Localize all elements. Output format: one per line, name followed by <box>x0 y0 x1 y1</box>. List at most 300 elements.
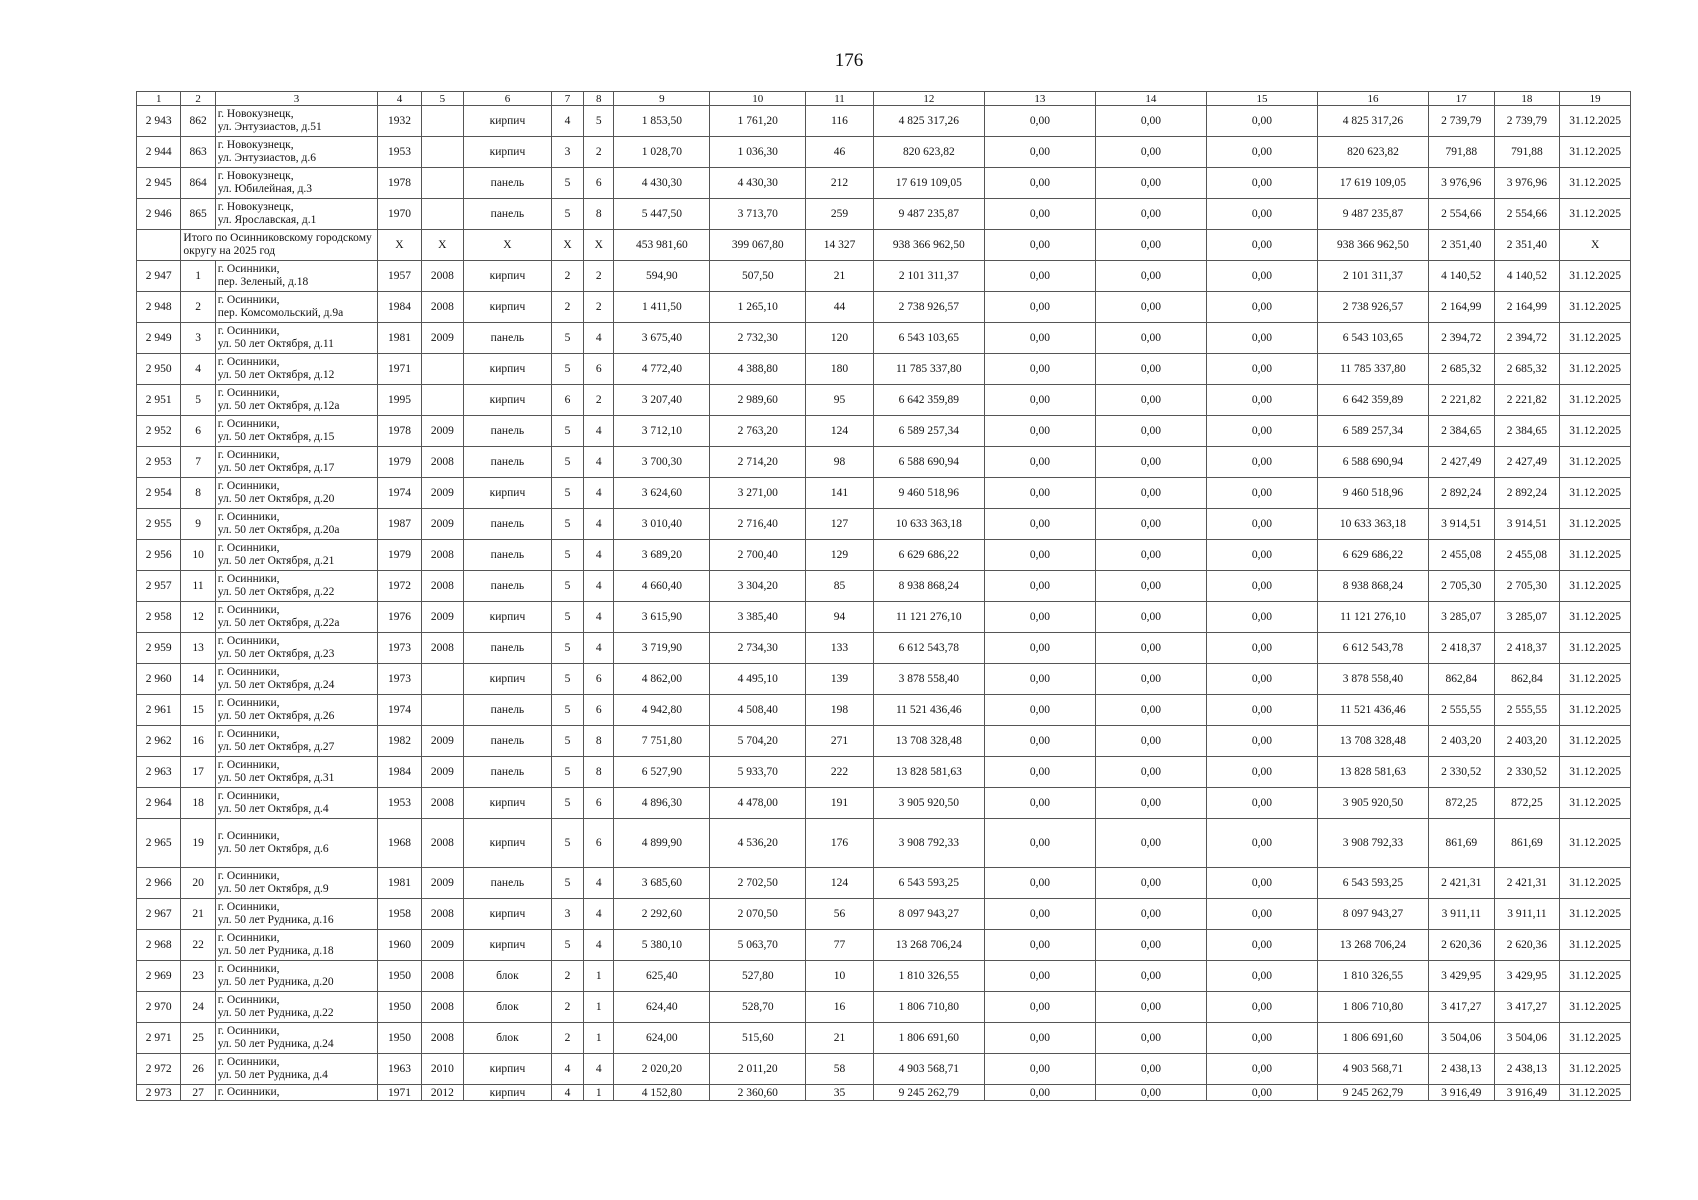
wall-material: панель <box>464 726 552 757</box>
year-renovated: 2008 <box>421 899 463 930</box>
value-14: 0,00 <box>1095 930 1206 961</box>
value-13: 0,00 <box>984 633 1095 664</box>
value-16: 1 810 326,55 <box>1317 961 1428 992</box>
value-15: 0,00 <box>1206 726 1317 757</box>
year-renovated: 2009 <box>421 509 463 540</box>
total-value-18: 2 351,40 <box>1494 230 1560 261</box>
wall-material: кирпич <box>464 788 552 819</box>
column-number: 12 <box>873 92 984 106</box>
total-cost: 1 810 326,55 <box>873 961 984 992</box>
value-14: 0,00 <box>1095 868 1206 899</box>
address-street: ул. 50 лет Рудника, д.24 <box>217 1038 334 1050</box>
residential-area: 527,80 <box>710 961 806 992</box>
wall-material: блок <box>464 961 552 992</box>
table-row <box>137 354 1631 385</box>
residents: 191 <box>806 788 874 819</box>
floors: 2 <box>551 261 583 292</box>
address <box>215 961 378 992</box>
value-16: 8 097 943,27 <box>1317 899 1428 930</box>
total-cost: 6 588 690,94 <box>873 447 984 478</box>
address <box>215 571 378 602</box>
index-number: 11 <box>181 571 215 602</box>
value-17: 2 421,31 <box>1428 868 1494 899</box>
row-number: 2 957 <box>137 571 181 602</box>
value-15: 0,00 <box>1206 1054 1317 1085</box>
index-number: 4 <box>181 354 215 385</box>
year-renovated: 2008 <box>421 540 463 571</box>
floors: 5 <box>551 354 583 385</box>
total-completion-date: X <box>1560 230 1631 261</box>
total-area: 625,40 <box>614 961 710 992</box>
total-cost: 9 460 518,96 <box>873 478 984 509</box>
residential-area: 4 478,00 <box>710 788 806 819</box>
address <box>215 899 378 930</box>
total-area: 4 430,30 <box>614 168 710 199</box>
completion-date: 31.12.2025 <box>1560 323 1631 354</box>
table-row <box>137 899 1631 930</box>
residents: 120 <box>806 323 874 354</box>
value-17: 3 976,96 <box>1428 168 1494 199</box>
total-cost: 9 487 235,87 <box>873 199 984 230</box>
address-street: ул. Энтузиастов, д.6 <box>217 152 317 164</box>
value-13: 0,00 <box>984 1054 1095 1085</box>
value-17: 862,84 <box>1428 664 1494 695</box>
total-total-cost: 938 366 962,50 <box>873 230 984 261</box>
table-row <box>137 1054 1631 1085</box>
year-renovated: 2008 <box>421 571 463 602</box>
address <box>215 992 378 1023</box>
residents: 141 <box>806 478 874 509</box>
floors: 4 <box>551 1054 583 1085</box>
wall-material: кирпич <box>464 478 552 509</box>
residential-area: 5 063,70 <box>710 930 806 961</box>
value-14: 0,00 <box>1095 1054 1206 1085</box>
total-cost: 13 828 581,63 <box>873 757 984 788</box>
value-14: 0,00 <box>1095 726 1206 757</box>
address-city: г. Осинники, <box>217 994 280 1006</box>
value-16: 6 588 690,94 <box>1317 447 1428 478</box>
total-value-15: 0,00 <box>1206 230 1317 261</box>
address-street: ул. 50 лет Октября, д.21 <box>217 555 335 567</box>
floors: 2 <box>551 992 583 1023</box>
year-built: 1974 <box>378 478 421 509</box>
value-18: 3 916,49 <box>1494 1085 1560 1101</box>
value-16: 13 828 581,63 <box>1317 757 1428 788</box>
year-built: 1950 <box>378 992 421 1023</box>
value-15: 0,00 <box>1206 168 1317 199</box>
residents: 139 <box>806 664 874 695</box>
row-number: 2 967 <box>137 899 181 930</box>
wall-material: кирпич <box>464 385 552 416</box>
total-area: 4 896,30 <box>614 788 710 819</box>
residents: 180 <box>806 354 874 385</box>
completion-date: 31.12.2025 <box>1560 899 1631 930</box>
value-17: 2 554,66 <box>1428 199 1494 230</box>
address-city: г. Осинники, <box>217 1025 280 1037</box>
entrances: 6 <box>584 695 614 726</box>
value-18: 2 164,99 <box>1494 292 1560 323</box>
year-built: 1953 <box>378 137 421 168</box>
year-renovated: 2009 <box>421 478 463 509</box>
value-15: 0,00 <box>1206 571 1317 602</box>
total-wall-material: X <box>464 230 552 261</box>
page-number: 176 <box>834 50 864 71</box>
value-17: 2 330,52 <box>1428 757 1494 788</box>
column-number: 16 <box>1317 92 1428 106</box>
address-city: г. Осинники, <box>217 263 280 275</box>
floors: 4 <box>551 1085 583 1101</box>
total-cost: 4 903 568,71 <box>873 1054 984 1085</box>
value-13: 0,00 <box>984 292 1095 323</box>
index-number: 865 <box>181 199 215 230</box>
value-18: 862,84 <box>1494 664 1560 695</box>
index-number: 3 <box>181 323 215 354</box>
value-17: 791,88 <box>1428 137 1494 168</box>
year-built: 1957 <box>378 261 421 292</box>
value-16: 4 825 317,26 <box>1317 106 1428 137</box>
value-17: 2 164,99 <box>1428 292 1494 323</box>
address <box>215 137 378 168</box>
floors: 5 <box>551 819 583 868</box>
address-city: г. Новокузнецк, <box>217 108 294 120</box>
residents: 95 <box>806 385 874 416</box>
residential-area: 3 271,00 <box>710 478 806 509</box>
address-city: г. Осинники, <box>217 901 280 913</box>
value-14: 0,00 <box>1095 633 1206 664</box>
floors: 5 <box>551 633 583 664</box>
value-16: 1 806 691,60 <box>1317 1023 1428 1054</box>
value-16: 2 738 926,57 <box>1317 292 1428 323</box>
residents: 56 <box>806 899 874 930</box>
row-number: 2 973 <box>137 1085 181 1101</box>
year-renovated: 2009 <box>421 726 463 757</box>
completion-date: 31.12.2025 <box>1560 602 1631 633</box>
year-built: 1979 <box>378 540 421 571</box>
value-17: 3 504,06 <box>1428 1023 1494 1054</box>
value-14: 0,00 <box>1095 602 1206 633</box>
residents: 35 <box>806 1085 874 1101</box>
index-number: 17 <box>181 757 215 788</box>
value-13: 0,00 <box>984 385 1095 416</box>
completion-date: 31.12.2025 <box>1560 106 1631 137</box>
value-16: 11 121 276,10 <box>1317 602 1428 633</box>
wall-material: панель <box>464 633 552 664</box>
address-city: г. Осинники, <box>217 932 280 944</box>
column-number: 13 <box>984 92 1095 106</box>
value-15: 0,00 <box>1206 137 1317 168</box>
year-built: 1981 <box>378 323 421 354</box>
entrances: 8 <box>584 726 614 757</box>
total-area: 5 380,10 <box>614 930 710 961</box>
index-number: 8 <box>181 478 215 509</box>
residential-area: 528,70 <box>710 992 806 1023</box>
floors: 5 <box>551 571 583 602</box>
value-18: 2 330,52 <box>1494 757 1560 788</box>
entrances: 8 <box>584 757 614 788</box>
value-13: 0,00 <box>984 261 1095 292</box>
floors: 2 <box>551 292 583 323</box>
value-15: 0,00 <box>1206 1085 1317 1101</box>
wall-material: кирпич <box>464 899 552 930</box>
year-renovated: 2010 <box>421 1054 463 1085</box>
total-cost: 1 806 691,60 <box>873 1023 984 1054</box>
residential-area: 3 713,70 <box>710 199 806 230</box>
completion-date: 31.12.2025 <box>1560 571 1631 602</box>
address-city: г. Осинники, <box>217 356 280 368</box>
value-16: 6 629 686,22 <box>1317 540 1428 571</box>
address <box>215 1054 378 1085</box>
table-row <box>137 992 1631 1023</box>
column-number: 7 <box>551 92 583 106</box>
total-cost: 11 521 436,46 <box>873 695 984 726</box>
value-15: 0,00 <box>1206 261 1317 292</box>
year-built: 1995 <box>378 385 421 416</box>
row-number: 2 968 <box>137 930 181 961</box>
value-13: 0,00 <box>984 992 1095 1023</box>
column-number: 17 <box>1428 92 1494 106</box>
index-number: 21 <box>181 899 215 930</box>
empty-cell <box>137 230 181 261</box>
value-14: 0,00 <box>1095 509 1206 540</box>
year-renovated: 2012 <box>421 1085 463 1101</box>
year-built: 1973 <box>378 633 421 664</box>
address <box>215 168 378 199</box>
residents: 10 <box>806 961 874 992</box>
address <box>215 1023 378 1054</box>
completion-date: 31.12.2025 <box>1560 961 1631 992</box>
entrances: 4 <box>584 1054 614 1085</box>
value-16: 17 619 109,05 <box>1317 168 1428 199</box>
entrances: 6 <box>584 168 614 199</box>
index-number: 25 <box>181 1023 215 1054</box>
table-row <box>137 385 1631 416</box>
row-number: 2 949 <box>137 323 181 354</box>
value-14: 0,00 <box>1095 168 1206 199</box>
address-street: ул. 50 лет Октября, д.27 <box>217 741 335 753</box>
residential-area: 4 495,10 <box>710 664 806 695</box>
value-17: 3 911,11 <box>1428 899 1494 930</box>
index-number: 20 <box>181 868 215 899</box>
value-18: 2 555,55 <box>1494 695 1560 726</box>
value-18: 791,88 <box>1494 137 1560 168</box>
wall-material: кирпич <box>464 292 552 323</box>
value-18: 2 427,49 <box>1494 447 1560 478</box>
table-row <box>137 509 1631 540</box>
address <box>215 868 378 899</box>
entrances: 5 <box>584 106 614 137</box>
value-14: 0,00 <box>1095 819 1206 868</box>
total-area: 4 942,80 <box>614 695 710 726</box>
value-16: 9 487 235,87 <box>1317 199 1428 230</box>
value-13: 0,00 <box>984 757 1095 788</box>
table-row <box>137 447 1631 478</box>
value-15: 0,00 <box>1206 819 1317 868</box>
total-area: 624,00 <box>614 1023 710 1054</box>
address-city: г. Осинники, <box>217 830 280 842</box>
value-16: 9 460 518,96 <box>1317 478 1428 509</box>
index-number: 23 <box>181 961 215 992</box>
entrances: 1 <box>584 1023 614 1054</box>
row-number: 2 947 <box>137 261 181 292</box>
address-street: ул. 50 лет Октября, д.31 <box>217 772 335 784</box>
year-built: 1981 <box>378 868 421 899</box>
value-18: 2 554,66 <box>1494 199 1560 230</box>
entrances: 6 <box>584 664 614 695</box>
total-cost: 2 738 926,57 <box>873 292 984 323</box>
wall-material: кирпич <box>464 664 552 695</box>
table-row <box>137 757 1631 788</box>
year-built: 1950 <box>378 961 421 992</box>
address-city: г. Осинники, <box>217 1086 280 1098</box>
value-18: 2 620,36 <box>1494 930 1560 961</box>
address <box>215 261 378 292</box>
year-built: 1984 <box>378 292 421 323</box>
residential-area: 5 933,70 <box>710 757 806 788</box>
column-number: 8 <box>584 92 614 106</box>
address <box>215 540 378 571</box>
value-16: 4 903 568,71 <box>1317 1054 1428 1085</box>
completion-date: 31.12.2025 <box>1560 726 1631 757</box>
row-number: 2 956 <box>137 540 181 571</box>
row-number: 2 953 <box>137 447 181 478</box>
value-13: 0,00 <box>984 664 1095 695</box>
floors: 5 <box>551 757 583 788</box>
floors: 3 <box>551 899 583 930</box>
column-number: 19 <box>1560 92 1631 106</box>
address <box>215 292 378 323</box>
index-number: 24 <box>181 992 215 1023</box>
table-row <box>137 664 1631 695</box>
total-area: 3 010,40 <box>614 509 710 540</box>
value-17: 2 705,30 <box>1428 571 1494 602</box>
value-18: 2 705,30 <box>1494 571 1560 602</box>
value-16: 6 612 543,78 <box>1317 633 1428 664</box>
value-17: 3 417,27 <box>1428 992 1494 1023</box>
entrances: 4 <box>584 416 614 447</box>
value-13: 0,00 <box>984 416 1095 447</box>
floors: 5 <box>551 540 583 571</box>
address-city: г. Осинники, <box>217 604 280 616</box>
wall-material: панель <box>464 695 552 726</box>
year-built: 1978 <box>378 416 421 447</box>
value-16: 1 806 710,80 <box>1317 992 1428 1023</box>
address-city: г. Осинники, <box>217 542 280 554</box>
year-built: 1932 <box>378 106 421 137</box>
value-14: 0,00 <box>1095 137 1206 168</box>
total-cost: 8 938 868,24 <box>873 571 984 602</box>
total-area: 3 685,60 <box>614 868 710 899</box>
year-renovated <box>421 695 463 726</box>
value-14: 0,00 <box>1095 385 1206 416</box>
total-value-14: 0,00 <box>1095 230 1206 261</box>
entrances: 4 <box>584 323 614 354</box>
year-built: 1968 <box>378 819 421 868</box>
value-17: 2 620,36 <box>1428 930 1494 961</box>
table-row <box>137 292 1631 323</box>
value-17: 2 384,65 <box>1428 416 1494 447</box>
column-number: 18 <box>1494 92 1560 106</box>
entrances: 4 <box>584 602 614 633</box>
value-13: 0,00 <box>984 695 1095 726</box>
entrances: 8 <box>584 199 614 230</box>
residential-area: 507,50 <box>710 261 806 292</box>
value-14: 0,00 <box>1095 478 1206 509</box>
entrances: 2 <box>584 292 614 323</box>
total-area: 1 853,50 <box>614 106 710 137</box>
residential-area: 4 536,20 <box>710 819 806 868</box>
residential-area: 2 716,40 <box>710 509 806 540</box>
completion-date: 31.12.2025 <box>1560 695 1631 726</box>
column-number: 14 <box>1095 92 1206 106</box>
address <box>215 106 378 137</box>
floors: 5 <box>551 323 583 354</box>
address-street: пер. Комсомольский, д.9а <box>217 307 344 319</box>
value-18: 2 455,08 <box>1494 540 1560 571</box>
row-number: 2 966 <box>137 868 181 899</box>
floors: 5 <box>551 695 583 726</box>
total-area: 3 719,90 <box>614 633 710 664</box>
year-renovated: 2009 <box>421 416 463 447</box>
wall-material: панель <box>464 199 552 230</box>
wall-material: кирпич <box>464 1054 552 1085</box>
address <box>215 416 378 447</box>
value-15: 0,00 <box>1206 354 1317 385</box>
floors: 5 <box>551 447 583 478</box>
completion-date: 31.12.2025 <box>1560 1023 1631 1054</box>
value-16: 6 543 593,25 <box>1317 868 1428 899</box>
address <box>215 664 378 695</box>
value-18: 2 739,79 <box>1494 106 1560 137</box>
index-number: 1 <box>181 261 215 292</box>
completion-date: 31.12.2025 <box>1560 788 1631 819</box>
year-built: 1953 <box>378 788 421 819</box>
residents: 124 <box>806 868 874 899</box>
address <box>215 323 378 354</box>
column-number: 9 <box>614 92 710 106</box>
row-number: 2 964 <box>137 788 181 819</box>
table-row <box>137 199 1631 230</box>
value-17: 2 685,32 <box>1428 354 1494 385</box>
floors: 5 <box>551 509 583 540</box>
value-16: 2 101 311,37 <box>1317 261 1428 292</box>
value-13: 0,00 <box>984 540 1095 571</box>
entrances: 6 <box>584 354 614 385</box>
year-built: 1979 <box>378 447 421 478</box>
value-13: 0,00 <box>984 571 1095 602</box>
value-18: 3 429,95 <box>1494 961 1560 992</box>
completion-date: 31.12.2025 <box>1560 509 1631 540</box>
value-14: 0,00 <box>1095 323 1206 354</box>
value-15: 0,00 <box>1206 664 1317 695</box>
address-street: ул. 50 лет Октября, д.6 <box>217 843 329 855</box>
total-area: 624,40 <box>614 992 710 1023</box>
value-16: 13 268 706,24 <box>1317 930 1428 961</box>
entrances: 4 <box>584 447 614 478</box>
row-number: 2 972 <box>137 1054 181 1085</box>
address-street: ул. 50 лет Октября, д.12 <box>217 369 335 381</box>
entrances: 4 <box>584 509 614 540</box>
value-17: 2 394,72 <box>1428 323 1494 354</box>
wall-material: кирпич <box>464 137 552 168</box>
table-row <box>137 868 1631 899</box>
address-city: г. Осинники, <box>217 963 280 975</box>
address-street: ул. 50 лет Рудника, д.20 <box>217 976 334 988</box>
row-number: 2 958 <box>137 602 181 633</box>
residential-area: 2 714,20 <box>710 447 806 478</box>
value-18: 3 504,06 <box>1494 1023 1560 1054</box>
value-15: 0,00 <box>1206 868 1317 899</box>
year-renovated: 2008 <box>421 261 463 292</box>
